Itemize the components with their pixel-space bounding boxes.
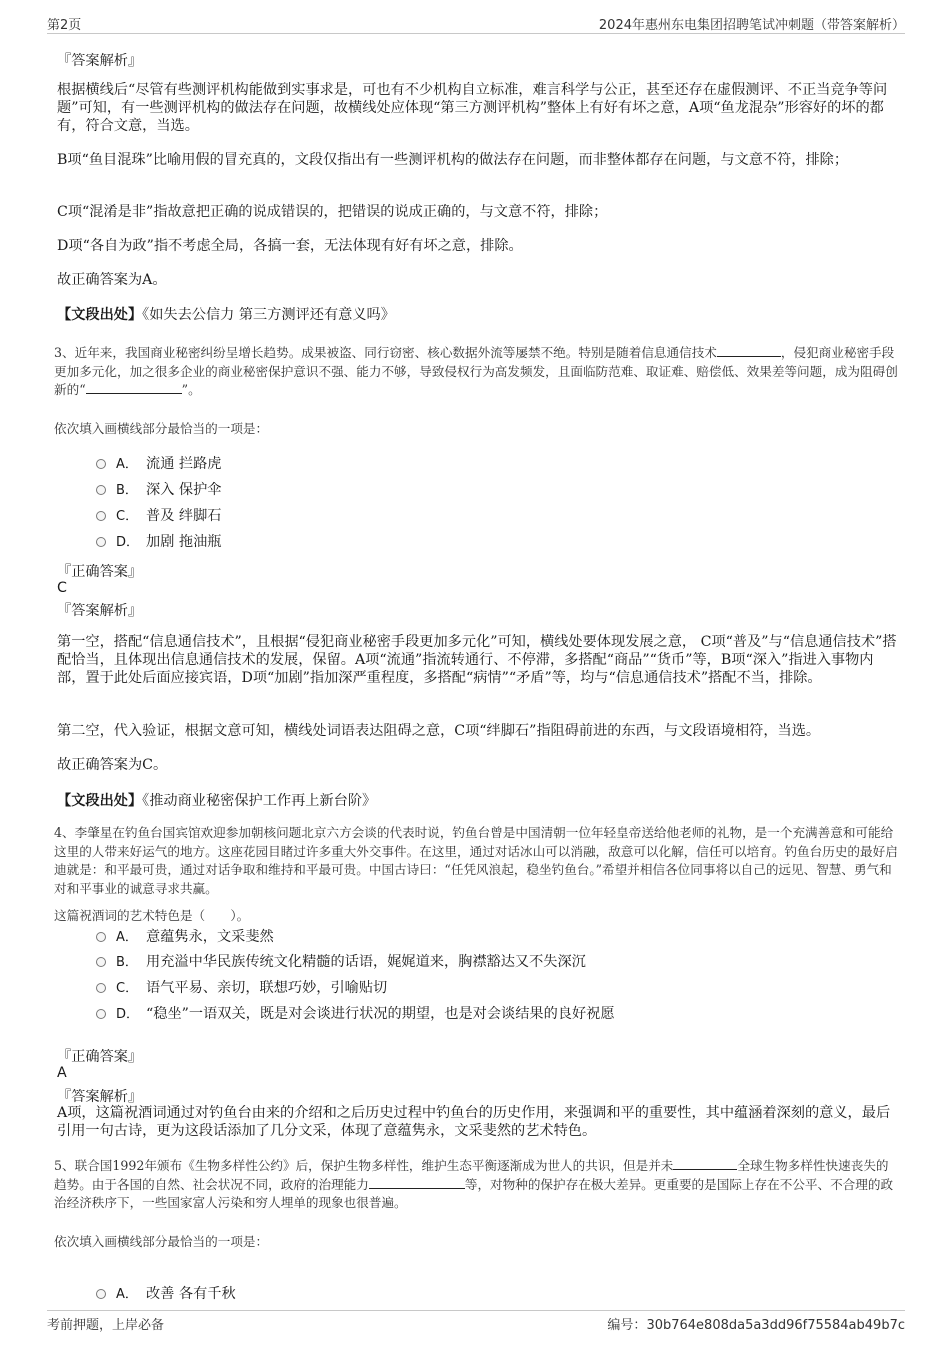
analysis-conclusion: 故正确答案为C。: [57, 757, 168, 773]
question-prompt: 这篇祝酒词的艺术特色是（ ）。: [54, 908, 250, 923]
analysis-label: 『答案解析』: [57, 53, 143, 69]
header-divider: [47, 33, 905, 34]
option-c[interactable]: C． 语气平易、亲切，联想巧妙，引喻贴切: [96, 979, 387, 998]
correct-answer-label: 『正确答案』: [57, 1049, 143, 1065]
analysis-paragraph: C项“混淆是非”指故意把正确的说成错误的，把错误的说成正确的，与文意不符，排除；: [57, 204, 608, 220]
option-d[interactable]: D． 加剧 拖油瓶: [96, 533, 221, 552]
radio-button[interactable]: [96, 932, 106, 942]
correct-answer: A: [57, 1065, 67, 1081]
question-stem: 4、李肇星在钓鱼台国宾馆欢迎参加朝核问题北京六方会谈的代表时说，钓鱼台曾是中国清朝一位年轻皇帝送给他老师的礼物，是一个充满善意和可能给这里的人带来好运气的地方。这座花园目睹过许多重大外交事件。在这里，通过对话冰山可以消融，敌意可以化解，信任可以培育。钓鱼台历史的最好启迪就是：和平最可贵，通过对话争取和维持和平最可贵。中国古诗曰：“任凭风浪起，稳坐钓鱼台。”希望并相信各位同事将以自己的远见、智慧、勇气和对和平事业的诚意寻求共赢。: [54, 825, 898, 896]
radio-button[interactable]: [96, 983, 106, 993]
radio-button[interactable]: [96, 537, 106, 547]
option-d[interactable]: D． “稳坐”一语双关，既是对会谈进行状况的期望，也是对会谈结果的良好祝愿: [96, 1005, 615, 1024]
option-c[interactable]: C． 普及 绊脚石: [96, 507, 221, 526]
option-a[interactable]: A． 意蕴隽永，文采斐然: [96, 928, 274, 947]
source-label: 【文段出处】: [57, 793, 143, 809]
question-stem: 5、联合国1992年颁布《生物多样性公约》后，保护生物多样性，维护生态平衡逐渐成为世人的共识，但是并未 全球生物多样性快速丧失的趋势。由于各国的自然、社会状况不同，政府的治理能力 等，对物种的保护存在极大差异。更重要的是国际上存在不公平、不合理的政治经济秩序下，一些国家富人污染和穷人埋单的现象也很普遍。: [54, 1158, 894, 1210]
question-prompt: 依次填入画横线部分最恰当的一项是：: [54, 421, 269, 436]
page-number: 第2页: [47, 18, 82, 33]
radio-button[interactable]: [96, 1009, 106, 1019]
analysis-label: 『答案解析』: [57, 1089, 143, 1105]
source-title: 《如失去公信力 第三方测评还有意义吗》: [142, 307, 395, 323]
analysis-paragraph: B项“鱼目混珠”比喻用假的冒充真的，文段仅指出有一些测评机构的做法存在问题，而非整体都存在问题，与文意不符，排除；: [57, 152, 849, 168]
option-b[interactable]: B． 用充溢中华民族传统文化精髓的话语，娓娓道来，胸襟豁达又不失深沉: [96, 953, 586, 972]
source-title: 《推动商业秘密保护工作再上新台阶》: [142, 793, 377, 809]
radio-button[interactable]: [96, 957, 106, 967]
answer-blank: [717, 345, 781, 357]
question-prompt: 依次填入画横线部分最恰当的一项是：: [54, 1234, 269, 1249]
answer-blank: [673, 1158, 737, 1170]
footer-divider: [47, 1310, 905, 1311]
question-stem: 3、近年来，我国商业秘密纠纷呈增长趋势。成果被盗、同行窃密、核心数据外流等屡禁不绝。特别是随着信息通信技术 ，侵犯商业秘密手段更加多元化，加之很多企业的商业秘密保护意识不强、能力不够，导致侵权行为高发频发，且面临防范难、取证难、赔偿低、效果差等问题，成为阻碍创新的“ ”。: [54, 345, 898, 397]
correct-answer: C: [57, 580, 67, 596]
option-a[interactable]: A． 流通 拦路虎: [96, 455, 221, 474]
analysis-label: 『答案解析』: [57, 603, 143, 619]
option-b[interactable]: B． 深入 保护伞: [96, 481, 221, 500]
analysis-paragraph: D项“各自为政”指不考虑全局，各搞一套，无法体现有好有坏之意，排除。: [57, 238, 523, 254]
analysis-paragraph: 第一空，搭配“信息通信技术”，且根据“侵犯商业秘密手段更加多元化”可知，横线处要体现发展之意， C项“普及”与“信息通信技术”搭配恰当，且体现出信息通信技术的发展，保留。A项“流通”指流转通行、不停滞，多搭配“商品”“货币”等，B项“深入”指进入事物内部，置于此处后面应接宾语，D项“加剧”指加深严重程度，多搭配“病情”“矛盾”等，均与“信息通信技术”搭配不当，排除。: [57, 634, 897, 686]
analysis-paragraph: A项，这篇祝酒词通过对钓鱼台由来的介绍和之后历史过程中钓鱼台的历史作用，来强调和平的重要性，其中蕴涵着深刻的意义，最后引用一句古诗，更为这段话添加了几分文采，体现了意蕴隽永，文采斐然的艺术特色。: [57, 1105, 891, 1139]
analysis-conclusion: 故正确答案为A。: [57, 272, 167, 288]
option-a[interactable]: A． 改善 各有千秋: [96, 1285, 236, 1304]
correct-answer-label: 『正确答案』: [57, 564, 143, 580]
radio-button[interactable]: [96, 485, 106, 495]
analysis-paragraph: 第二空，代入验证，根据文意可知，横线处词语表达阻碍之意，C项“绊脚石”指阻碍前进的东西，与文段语境相符，当选。: [57, 723, 821, 739]
answer-blank: [86, 382, 182, 394]
footer-slogan: 考前押题，上岸必备: [47, 1318, 165, 1333]
radio-button[interactable]: [96, 511, 106, 521]
radio-button[interactable]: [96, 1289, 106, 1299]
radio-button[interactable]: [96, 459, 106, 469]
source-line: [57, 304, 395, 324]
answer-blank: [369, 1177, 465, 1189]
document-code: 编号：30b764e808da5a3dd96f75584ab49b7c: [607, 1318, 905, 1333]
source-label: 【文段出处】: [57, 307, 143, 323]
source-line: [57, 790, 376, 810]
analysis-paragraph: 根据横线后“尽管有些测评机构能做到实事求是，可也有不少机构自立标准，难言科学与公正，甚至还存在虚假测评、不正当竞争等问题”可知，有一些测评机构的做法存在问题，故横线处应体现“第三方测评机构”整体上有好有坏之意，A项“鱼龙混杂”形容好的坏的都有，符合文意，当选。: [57, 82, 888, 134]
document-title: 2024年惠州东电集团招聘笔试冲刺题（带答案解析）: [598, 18, 905, 33]
